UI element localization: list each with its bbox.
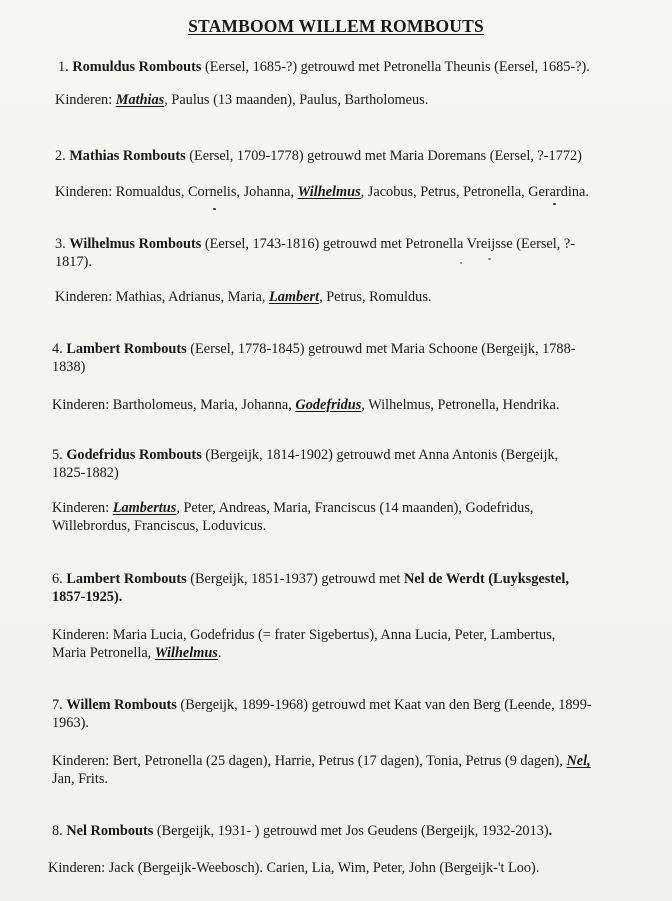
children-list: , Jacobus, Petrus, Petronella, Gerardina. — [360, 184, 589, 200]
children-list: , Wilhelmus, Petronella, Hendrika. — [361, 397, 560, 413]
ancestor-name: Romuldus Rombouts — [72, 59, 202, 75]
generation-2-marriage — [55, 147, 582, 165]
ancestor-name: Nel Rombouts — [66, 823, 154, 839]
generation-1-marriage — [58, 58, 590, 76]
generation-6-marriage — [52, 570, 569, 588]
generation-8-children: Kinderen: Jack (Bergeijk-Weebosch). Carien, Lia, Wim, Peter, John (Bergeijk-'t Loo). — [48, 860, 540, 876]
children-list: , Paulus (13 maanden), Paulus, Bartholomeus. — [164, 92, 429, 108]
children-list-continued: Willebrordus, Franciscus, Loduvicus. — [52, 518, 267, 534]
generation-5-marriage — [52, 446, 558, 464]
spouse-name: Nel de Werdt (Luyksgestel, — [403, 571, 569, 587]
marriage-details: (Eersel, 1709-1778) getrouwd met Maria Doremans (Eersel, ?-1772) — [185, 148, 582, 164]
generation-number: 4. — [52, 341, 63, 357]
children-list: Kinderen: Mathias, Adrianus, Maria, — [55, 289, 270, 305]
generation-5-children — [52, 499, 533, 517]
ancestor-name: Willem Rombouts — [66, 697, 177, 713]
marriage-details-continued: 1825-1882) — [52, 465, 119, 481]
children-label: Kinderen: — [52, 500, 113, 516]
generation-4-children — [52, 396, 559, 414]
marriage-details: (Bergeijk, 1899-1968) getrouwd met Kaat van den Berg (Leende, 1899- — [176, 697, 592, 713]
spouse-dates: 1857-1925). — [52, 589, 123, 605]
generation-7-marriage — [52, 696, 592, 714]
generation-1-children — [55, 91, 428, 109]
generation-6-children: Kinderen: Maria Lucia, Godefridus (= frater Sigebertus), Anna Lucia, Peter, Lambertus, — [52, 627, 556, 643]
generation-number: 6. — [52, 571, 63, 587]
marriage-details: (Eersel, 1685-?) getrouwd met Petronella Theunis (Eersel, 1685-?). — [201, 59, 590, 75]
children-list: Kinderen: Bert, Petronella (25 dagen), Harrie, Petrus (17 dagen), Tonia, Petrus (9 dagen), — [52, 753, 567, 769]
children-label: Kinderen: — [55, 92, 116, 108]
generation-3-marriage — [55, 235, 575, 253]
generation-number: 1. — [58, 59, 69, 75]
page-title: STAMBOOM WILLEM ROMBOUTS — [188, 16, 484, 36]
generation-2-children — [55, 183, 589, 201]
generation-4-marriage — [52, 340, 576, 358]
marriage-details-continued — [52, 588, 122, 606]
ancestor-name: Lambert Rombouts — [66, 341, 187, 357]
children-list: , Peter, Andreas, Maria, Franciscus (14 maanden), Godefridus, — [176, 500, 534, 516]
generation-number: 3. — [55, 236, 66, 252]
scan-speck — [213, 208, 216, 210]
children-list: Kinderen: Romualdus, Cornelis, Johanna, — [55, 184, 298, 200]
heir-name: Lambert — [269, 289, 320, 305]
marriage-details-continued: 1817). — [55, 254, 92, 270]
ancestor-name: Wilhelmus Rombouts — [69, 236, 202, 252]
heir-name: Wilhelmus — [297, 184, 361, 200]
generation-number: 8. — [52, 823, 63, 839]
children-list-continued: Jan, Frits. — [52, 771, 109, 787]
ancestor-name: Lambert Rombouts — [66, 571, 187, 587]
heir-name: Lambertus — [112, 500, 177, 516]
marriage-details: (Bergeijk, 1851-1937) getrouwd met — [186, 571, 404, 587]
heir-name: Wilhelmus — [154, 645, 218, 661]
marriage-end: . — [548, 823, 553, 839]
generation-number: 2. — [55, 148, 66, 164]
generation-3-children — [55, 288, 431, 306]
generation-number: 5. — [52, 447, 63, 463]
ancestor-name: Godefridus Rombouts — [66, 447, 202, 463]
heir-name: Mathias — [115, 92, 165, 108]
marriage-details: (Bergeijk, 1814-1902) getrouwd met Anna Antonis (Bergeijk, — [201, 447, 559, 463]
generation-8-marriage — [52, 822, 552, 840]
heir-name: Nel, — [566, 753, 591, 769]
marriage-details: (Bergeijk, 1931- ) getrouwd met Jos Geudens (Bergeijk, 1932-2013) — [153, 823, 549, 839]
scan-speck — [488, 258, 491, 260]
marriage-details: (Eersel, 1778-1845) getrouwd met Maria Schoone (Bergeijk, 1788- — [186, 341, 576, 357]
generation-7-children — [52, 752, 591, 770]
marriage-details: (Eersel, 1743-1816) getrouwd met Petronella Vreijsse (Eersel, ?- — [201, 236, 575, 252]
children-list-continued — [52, 644, 221, 662]
marriage-details-continued: 1838) — [52, 359, 86, 375]
scan-speck — [553, 203, 556, 205]
children-list: , Petrus, Romuldus. — [319, 289, 432, 305]
heir-name: Godefridus — [295, 397, 362, 413]
scan-speck — [460, 262, 462, 264]
children-list: . — [217, 645, 222, 661]
children-list: Maria Petronella, — [52, 645, 155, 661]
children-list: Kinderen: Bartholomeus, Maria, Johanna, — [52, 397, 296, 413]
marriage-details-continued: 1963). — [52, 715, 89, 731]
ancestor-name: Mathias Rombouts — [69, 148, 186, 164]
generation-number: 7. — [52, 697, 63, 713]
